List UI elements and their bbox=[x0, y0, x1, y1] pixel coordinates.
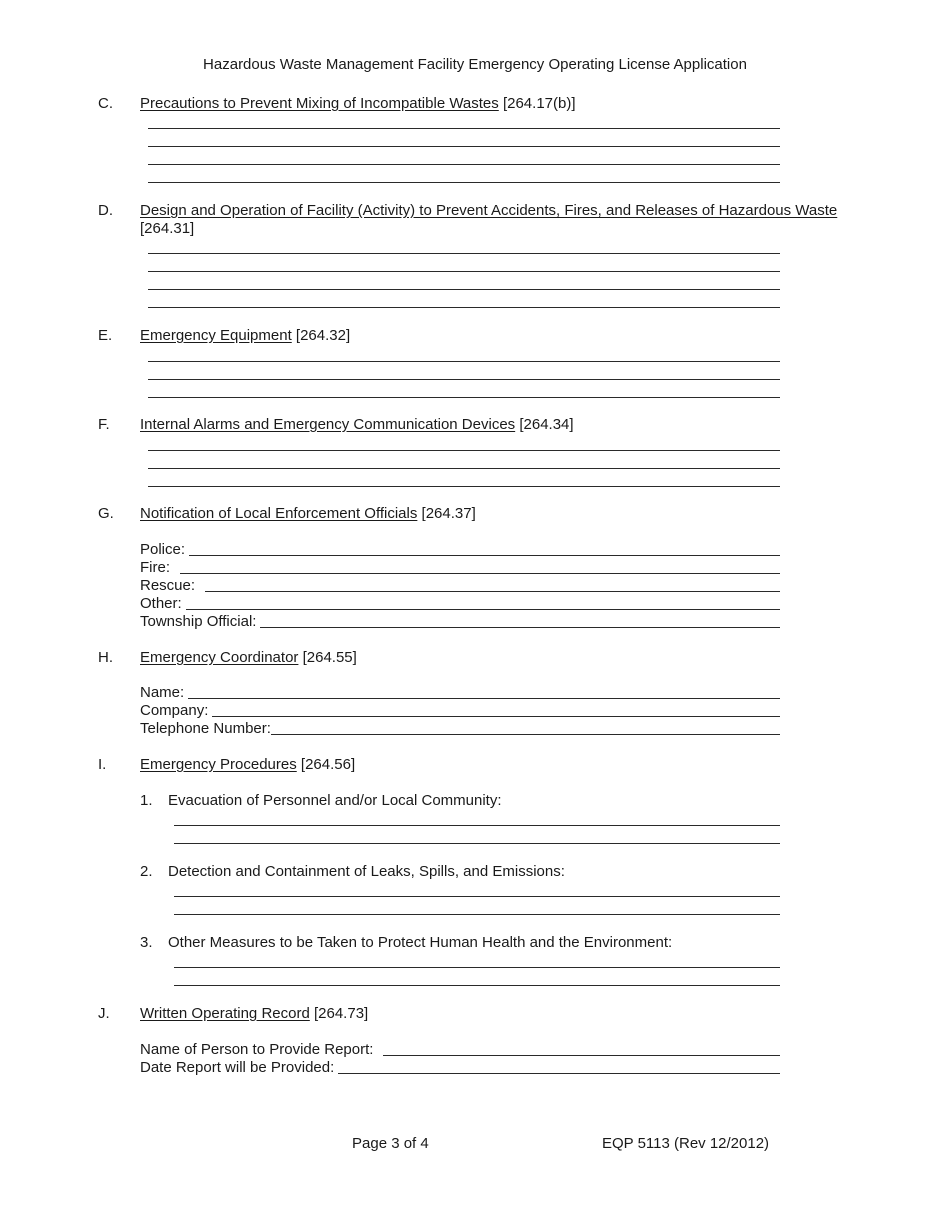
coordinator-telephone-input-line[interactable] bbox=[271, 734, 780, 735]
section-c-ref: [264.17(b)] bbox=[502, 95, 576, 112]
page-header-title: Hazardous Waste Management Facility Emergency Operating License Application bbox=[203, 56, 747, 73]
section-f-answer-line-1[interactable] bbox=[148, 450, 780, 451]
section-h-letter: H. bbox=[98, 649, 113, 666]
section-e-answer-line-2[interactable] bbox=[148, 379, 780, 380]
section-e-heading: Emergency Equipment bbox=[140, 327, 292, 344]
rescue-input-line[interactable] bbox=[205, 591, 780, 592]
section-i-title bbox=[140, 756, 355, 774]
procedure-1-answer-line-2[interactable] bbox=[174, 843, 780, 844]
section-e-answer-line-1[interactable] bbox=[148, 361, 780, 362]
coordinator-name-input-line[interactable] bbox=[188, 698, 780, 699]
section-d-answer-line-4[interactable] bbox=[148, 307, 780, 308]
page-number: Page 3 of 4 bbox=[352, 1135, 429, 1152]
section-h-ref: [264.55] bbox=[302, 649, 357, 666]
section-e-letter: E. bbox=[98, 327, 113, 344]
other-field[interactable] bbox=[140, 595, 780, 613]
section-c-letter: C. bbox=[98, 95, 113, 112]
section-j-title bbox=[140, 1005, 368, 1023]
procedure-item-2-number: 2. bbox=[140, 863, 153, 880]
section-g-heading: Notification of Local Enforcement Officials bbox=[140, 505, 418, 522]
section-d-answer-line-1[interactable] bbox=[148, 253, 780, 254]
other-input-line[interactable] bbox=[186, 609, 780, 610]
police-input-line[interactable] bbox=[189, 555, 780, 556]
coordinator-company-input-line[interactable] bbox=[212, 716, 780, 717]
section-c-title bbox=[140, 95, 576, 113]
coordinator-telephone-label: Telephone Number: bbox=[140, 720, 271, 737]
section-f-heading: Internal Alarms and Emergency Communication Devices bbox=[140, 416, 516, 433]
report-date-input-line[interactable] bbox=[338, 1073, 780, 1074]
procedure-item-3 bbox=[140, 934, 672, 951]
section-g-title bbox=[140, 505, 476, 523]
section-g-ref: [264.37] bbox=[421, 505, 476, 522]
section-f-answer-line-2[interactable] bbox=[148, 468, 780, 469]
section-j-ref: [264.73] bbox=[313, 1005, 369, 1022]
township-official-input-line[interactable] bbox=[260, 627, 780, 628]
police-label: Police: bbox=[140, 541, 186, 558]
section-j-letter: J. bbox=[98, 1005, 110, 1022]
section-d-title bbox=[140, 202, 870, 238]
coordinator-name-label: Name: bbox=[140, 684, 185, 701]
coordinator-name-field[interactable] bbox=[140, 684, 780, 702]
coordinator-telephone-field[interactable] bbox=[140, 720, 780, 738]
township-official-field[interactable] bbox=[140, 613, 780, 631]
procedure-3-answer-line-1[interactable] bbox=[174, 967, 780, 968]
section-c-answer-line-1[interactable] bbox=[148, 128, 780, 129]
section-f-letter: F. bbox=[98, 416, 110, 433]
coordinator-company-label: Company: bbox=[140, 702, 209, 719]
section-d-heading: Design and Operation of Facility (Activity) to Prevent Accidents, Fires, and Releases of Hazardous Waste bbox=[140, 202, 838, 219]
coordinator-company-field[interactable] bbox=[140, 702, 780, 720]
procedure-2-answer-line-2[interactable] bbox=[174, 914, 780, 915]
section-i-ref: [264.56] bbox=[300, 756, 356, 773]
procedure-item-1 bbox=[140, 792, 502, 809]
section-c-answer-line-2[interactable] bbox=[148, 146, 780, 147]
section-e-answer-line-3[interactable] bbox=[148, 397, 780, 398]
township-official-label: Township Official: bbox=[140, 613, 257, 630]
section-f-ref: [264.34] bbox=[519, 416, 574, 433]
procedure-item-1-text: Evacuation of Personnel and/or Local Community: bbox=[168, 792, 502, 809]
fire-label: Fire: bbox=[140, 559, 170, 576]
report-person-label: Name of Person to Provide Report: bbox=[140, 1041, 374, 1058]
procedure-1-answer-line-1[interactable] bbox=[174, 825, 780, 826]
fire-input-line[interactable] bbox=[180, 573, 780, 574]
section-j-heading: Written Operating Record bbox=[140, 1005, 310, 1022]
section-h-title bbox=[140, 649, 357, 667]
report-date-field[interactable] bbox=[140, 1059, 780, 1077]
section-i-heading: Emergency Procedures bbox=[140, 756, 297, 773]
procedure-item-2 bbox=[140, 863, 565, 880]
procedure-item-3-number: 3. bbox=[140, 934, 153, 951]
rescue-field[interactable] bbox=[140, 577, 780, 595]
procedure-3-answer-line-2[interactable] bbox=[174, 985, 780, 986]
fire-field[interactable] bbox=[140, 559, 780, 577]
report-person-input-line[interactable] bbox=[383, 1055, 780, 1056]
form-number: EQP 5113 (Rev 12/2012) bbox=[602, 1135, 770, 1152]
section-d-ref: [264.31] bbox=[140, 220, 195, 237]
section-c-heading: Precautions to Prevent Mixing of Incompatible Wastes bbox=[140, 95, 499, 112]
section-e-ref: [264.32] bbox=[295, 327, 351, 344]
procedure-2-answer-line-1[interactable] bbox=[174, 896, 780, 897]
section-f-answer-line-3[interactable] bbox=[148, 486, 780, 487]
procedure-item-2-text: Detection and Containment of Leaks, Spills, and Emissions: bbox=[168, 863, 565, 880]
section-c-answer-line-4[interactable] bbox=[148, 182, 780, 183]
rescue-label: Rescue: bbox=[140, 577, 196, 594]
section-i-letter: I. bbox=[98, 756, 107, 773]
section-e-title bbox=[140, 327, 350, 345]
section-c-answer-line-3[interactable] bbox=[148, 164, 780, 165]
section-d-answer-line-2[interactable] bbox=[148, 271, 780, 272]
police-field[interactable] bbox=[140, 541, 780, 559]
section-d-answer-line-3[interactable] bbox=[148, 289, 780, 290]
report-date-label: Date Report will be Provided: bbox=[140, 1059, 335, 1076]
section-h-heading: Emergency Coordinator bbox=[140, 649, 299, 666]
other-label: Other: bbox=[140, 595, 182, 612]
section-d-letter: D. bbox=[98, 202, 113, 219]
report-person-field[interactable] bbox=[140, 1041, 780, 1059]
section-f-title bbox=[140, 416, 574, 434]
section-g-letter: G. bbox=[98, 505, 114, 522]
procedure-item-3-text: Other Measures to be Taken to Protect Human Health and the Environment: bbox=[168, 934, 673, 951]
procedure-item-1-number: 1. bbox=[140, 792, 153, 809]
